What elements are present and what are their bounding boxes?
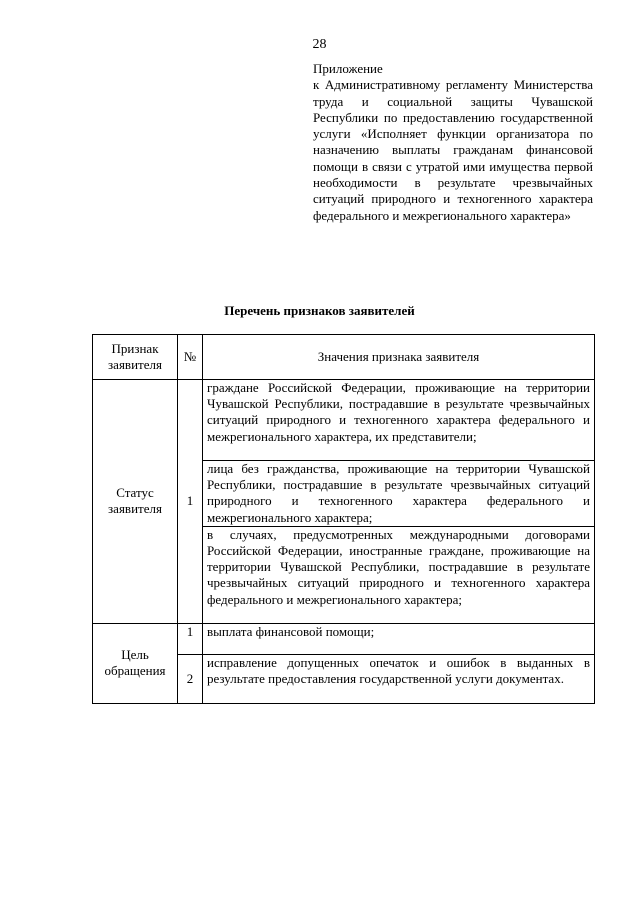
table-row	[93, 380, 595, 461]
criterion-cell: Цель обращения	[93, 623, 178, 703]
value-cell: исправление допущенных опечаток и ошибок в выданных в результате предоставления государственной услуги документах.	[203, 654, 595, 703]
value-cell: граждане Российской Федерации, проживающие на территории Чувашской Республики, пострадавшие в результате чрезвычайных ситуаций природного и техногенного характера федерального и межрегионального характера, их представители;	[203, 380, 595, 461]
number-cell: 1	[178, 623, 203, 654]
table-row	[93, 623, 595, 654]
header-values: Значения признака заявителя	[203, 335, 595, 380]
appendix-label: Приложение	[313, 61, 383, 76]
appendix-block	[313, 61, 593, 224]
document-title: Перечень признаков заявителей	[224, 303, 415, 318]
header-criterion: Признак заявителя	[93, 335, 178, 380]
appendix-text: к Административному регламенту Министерства труда и социальной защиты Чувашской Республики по предоставлению государственной услуги «Исполняет функции организатора по назначению выплаты гражданам финансовой помощи в связи с утратой ими имущества первой необходимости в результате чрезвычайных ситуаций природного и техногенного характера федерального и межрегионального характера»	[313, 77, 593, 223]
number-cell: 2	[178, 654, 203, 703]
value-cell: лица без гражданства, проживающие на территории Чувашской Республики, пострадавшие в результате чрезвычайных ситуаций природного и техногенного характера федерального и межрегионального характера;	[203, 461, 595, 527]
criteria-table	[92, 334, 595, 704]
value-cell: в случаях, предусмотренных международными договорами Российской Федерации, иностранные граждане, проживающие на территории Чувашской Республики, пострадавшие в результате чрезвычайных ситуаций природного и техногенного характера федерального и межрегионального характера;	[203, 526, 595, 623]
table-header-row	[93, 335, 595, 380]
number-cell: 1	[178, 380, 203, 624]
criterion-cell: Статус заявителя	[93, 380, 178, 624]
page-number: 28	[312, 37, 327, 52]
header-number: №	[178, 335, 203, 380]
value-cell: выплата финансовой помощи;	[203, 623, 595, 654]
